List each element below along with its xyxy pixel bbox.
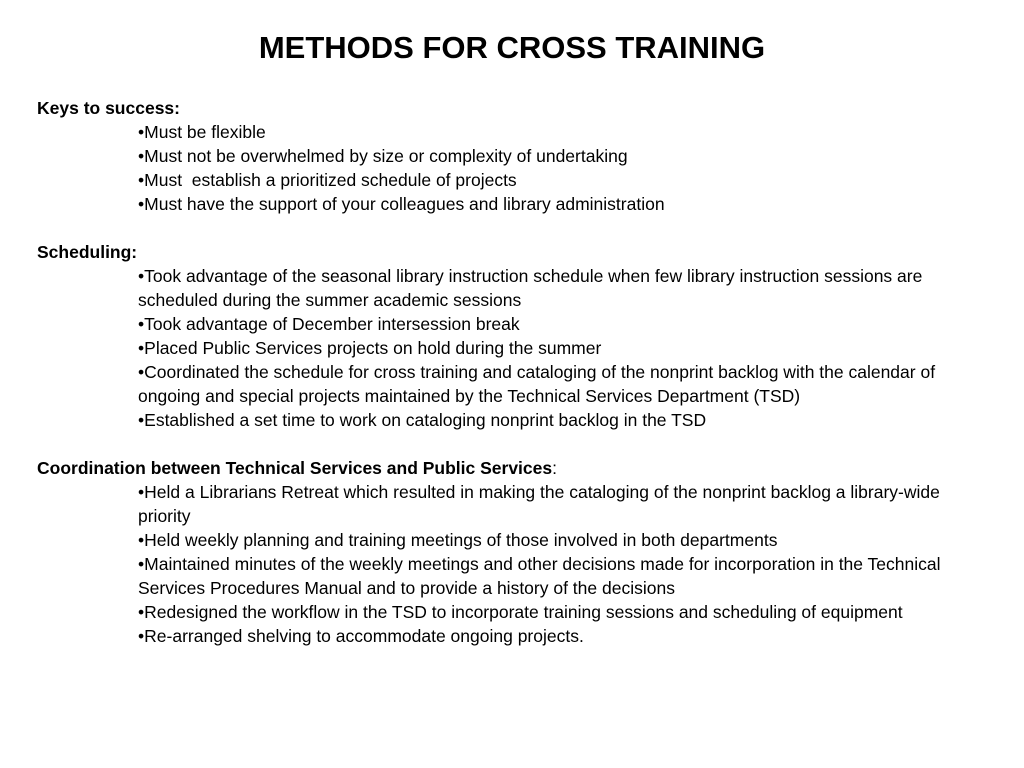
list-item xyxy=(37,408,977,432)
bullet-icon: • xyxy=(138,530,145,550)
list-item-text: Maintained minutes of the weekly meetings and other decisions made for incorporation in the Technical Services Procedures Manual and to provide a history of the decisions xyxy=(138,554,941,598)
list-item xyxy=(37,624,977,648)
list-item-text: Held a Librarians Retreat which resulted in making the cataloging of the nonprint backlog a library-wide priority xyxy=(138,482,940,526)
list-item xyxy=(37,168,977,192)
section-heading-suffix: : xyxy=(552,458,557,478)
slide-content xyxy=(37,96,977,672)
bullet-list xyxy=(37,480,977,648)
bullet-icon: • xyxy=(138,482,145,502)
list-item-text: Took advantage of December intersession break xyxy=(144,314,520,334)
section-heading-row xyxy=(37,456,977,480)
bullet-icon: • xyxy=(138,626,145,646)
bullet-list xyxy=(37,120,977,216)
section-heading: Scheduling: xyxy=(37,242,138,262)
list-item xyxy=(37,192,977,216)
list-item xyxy=(37,600,977,624)
list-item-text: Must establish a prioritized schedule of projects xyxy=(144,170,517,190)
list-item xyxy=(37,528,977,552)
section-heading: Coordination between Technical Services and Public Services xyxy=(37,458,553,478)
list-item-text: Coordinated the schedule for cross training and cataloging of the nonprint backlog with the calendar of ongoing and special projects maintained by the Technical Services Department (TSD) xyxy=(138,362,936,406)
section-heading: Keys to success: xyxy=(37,98,180,118)
bullet-icon: • xyxy=(138,146,145,166)
bullet-icon: • xyxy=(138,602,145,622)
section-scheduling xyxy=(37,240,977,432)
list-item xyxy=(37,360,977,408)
list-item-text: Redesigned the workflow in the TSD to incorporate training sessions and scheduling of equipment xyxy=(144,602,903,622)
bullet-icon: • xyxy=(138,338,145,358)
slide-title: METHODS FOR CROSS TRAINING xyxy=(258,30,766,65)
list-item-text: Must be flexible xyxy=(144,122,266,142)
bullet-icon: • xyxy=(138,410,145,430)
list-item-text: Re-arranged shelving to accommodate ongoing projects. xyxy=(144,626,584,646)
list-item xyxy=(37,120,977,144)
bullet-icon: • xyxy=(138,122,145,142)
list-item xyxy=(37,552,977,600)
bullet-list xyxy=(37,264,977,432)
section-keys-to-success xyxy=(37,96,977,216)
list-item xyxy=(37,264,977,312)
list-item-text: Took advantage of the seasonal library instruction schedule when few library instruction sessions are scheduled during the summer academic sessions xyxy=(138,266,923,310)
list-item xyxy=(37,336,977,360)
bullet-icon: • xyxy=(138,362,145,382)
bullet-icon: • xyxy=(138,554,145,574)
list-item-text: Established a set time to work on cataloging nonprint backlog in the TSD xyxy=(144,410,707,430)
list-item-text: Must not be overwhelmed by size or complexity of undertaking xyxy=(144,146,628,166)
section-coordination xyxy=(37,456,977,648)
bullet-icon: • xyxy=(138,266,145,286)
list-item xyxy=(37,312,977,336)
list-item-text: Held weekly planning and training meetings of those involved in both departments xyxy=(144,530,778,550)
list-item-text: Placed Public Services projects on hold during the summer xyxy=(144,338,602,358)
list-item xyxy=(37,480,977,528)
bullet-icon: • xyxy=(138,314,145,334)
bullet-icon: • xyxy=(138,170,145,190)
bullet-icon: • xyxy=(138,194,145,214)
list-item-text: Must have the support of your colleagues and library administration xyxy=(144,194,665,214)
list-item xyxy=(37,144,977,168)
